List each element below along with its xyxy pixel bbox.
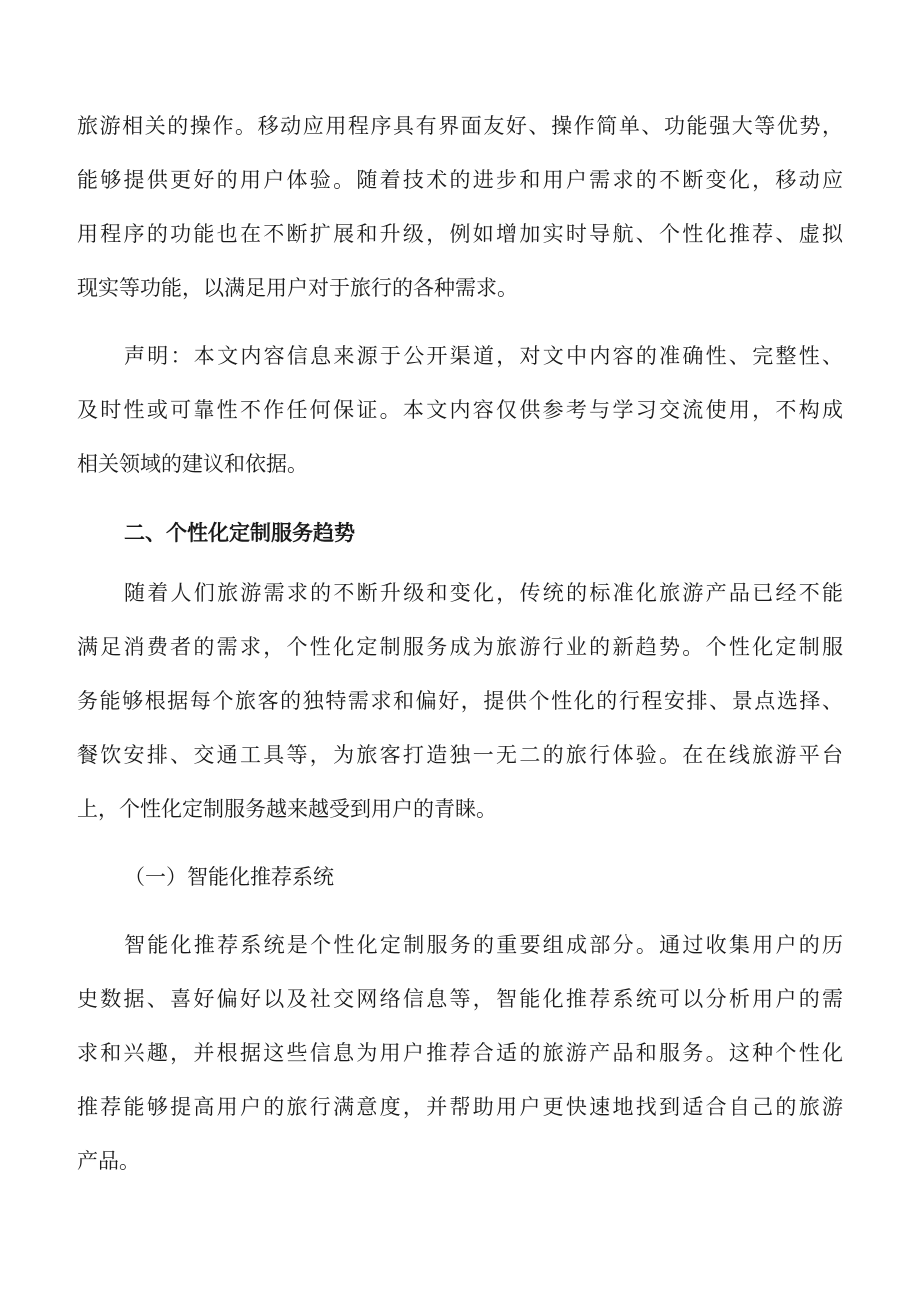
paragraph-line: 智能化推荐系统是个性化定制服务的重要组成部分。通过收集用户的历 (124, 933, 843, 957)
paragraph-line: 推荐能够提高用户的旅行满意度，并帮助用户更快速地找到适合自己的旅游 (77, 1095, 843, 1119)
paragraph-line: 相关领域的建议和依据。 (77, 452, 308, 476)
paragraph-line: 随着人们旅游需求的不断升级和变化，传统的标准化旅游产品已经不能 (124, 581, 843, 605)
paragraph-line: 现实等功能，以满足用户对于旅行的各种需求。 (77, 276, 518, 300)
subsection-heading: （一）智能化推荐系统 (124, 865, 334, 889)
section-heading: 二、个性化定制服务趋势 (124, 521, 355, 545)
paragraph-line: 及时性或可靠性不作任何保证。本文内容仅供参考与学习交流使用，不构成 (77, 398, 843, 422)
paragraph-line: 满足消费者的需求，个性化定制服务成为旅游行业的新趋势。个性化定制服 (77, 635, 843, 659)
paragraph-line: 餐饮安排、交通工具等，为旅客打造独一无二的旅行体验。在在线旅游平台 (77, 743, 843, 767)
paragraph-line: 能够提供更好的用户体验。随着技术的进步和用户需求的不断变化，移动应 (77, 168, 843, 192)
paragraph-line: 上，个性化定制服务越来越受到用户的青睐。 (77, 797, 497, 821)
paragraph-line: 声明：本文内容信息来源于公开渠道，对文中内容的准确性、完整性、 (124, 344, 843, 368)
paragraph-line: 用程序的功能也在不断扩展和升级，例如增加实时导航、个性化推荐、虚拟 (77, 222, 843, 246)
paragraph-line: 求和兴趣，并根据这些信息为用户推荐合适的旅游产品和服务。这种个性化 (77, 1041, 843, 1065)
paragraph-line: 史数据、喜好偏好以及社交网络信息等，智能化推荐系统可以分析用户的需 (77, 987, 843, 1011)
paragraph-line: 旅游相关的操作。移动应用程序具有界面友好、操作简单、功能强大等优势， (77, 114, 843, 138)
paragraph-line: 产品。 (77, 1149, 140, 1173)
paragraph-line: 务能够根据每个旅客的独特需求和偏好，提供个性化的行程安排、景点选择、 (77, 689, 843, 713)
